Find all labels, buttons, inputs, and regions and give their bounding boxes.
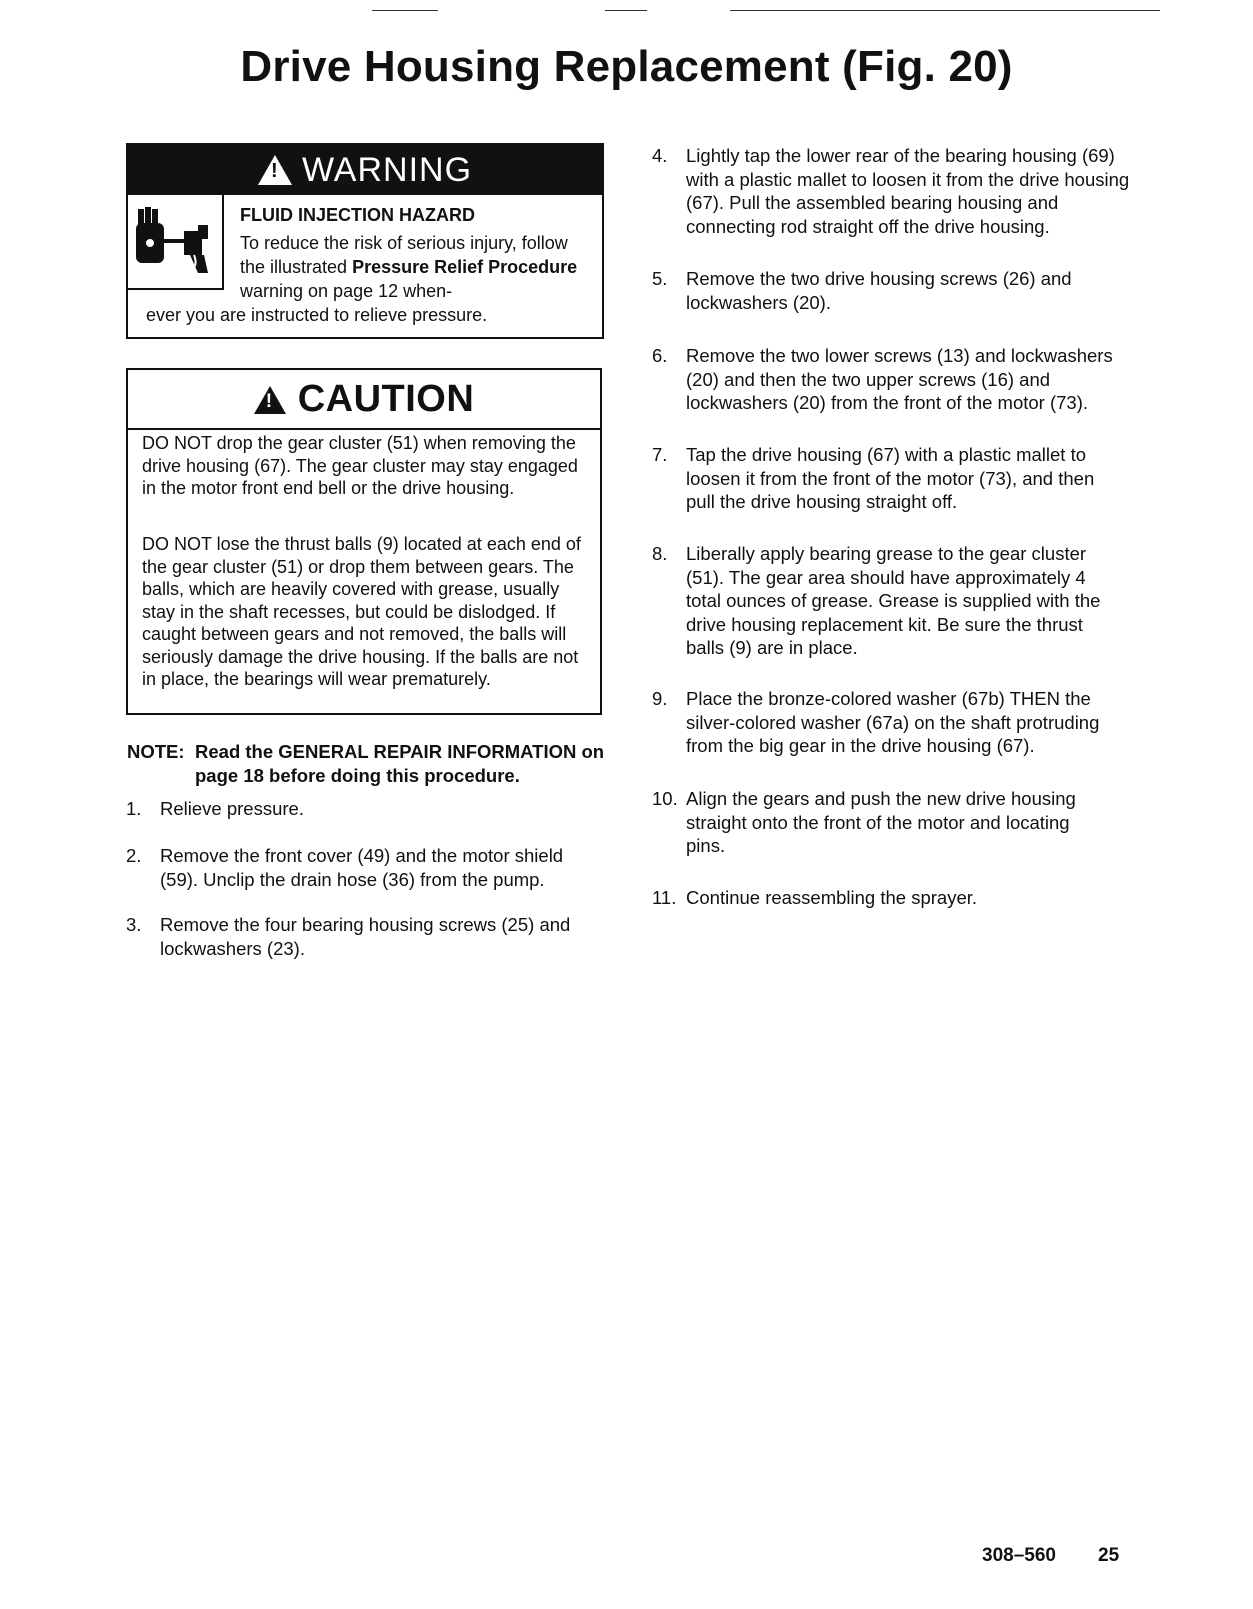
top-rule	[730, 10, 1160, 11]
step-number: 3.	[126, 914, 142, 935]
step-text: Relieve pressure.	[160, 798, 304, 819]
top-rule	[372, 10, 438, 11]
step-number: 8.	[652, 543, 668, 564]
step-number: 6.	[652, 345, 668, 366]
step-text: Remove the four bearing housing screws (25) and lockwashers (23).	[160, 914, 571, 959]
step-text: Place the bronze-colored washer (67b) THEN the silver-colored washer (67a) on the shaft protruding from the big gear in the drive housing (67).	[686, 688, 1100, 756]
step-text: Liberally apply bearing grease to the gear cluster (51). The gear area should have approximately 4 total ounces of grease. Grease is supplied with the drive housing replacement kit. Be sure the thrust balls (9) are in place.	[686, 543, 1101, 658]
caution-paragraph-2: DO NOT lose the thrust balls (9) located at each end of the gear cluster (51) or drop them between gears. The balls, which are heavily covered with grease, usually stay in the shaft recesses, but could be dislodged. If caught between gears and not removed, the balls will seriously damage the drive housing. If the balls are not in place, the bearings will wear prematurely.	[142, 534, 581, 689]
step-number: 1.	[126, 798, 142, 819]
fluid-injection-hand-icon-frame	[128, 195, 224, 290]
step-number: 10.	[652, 788, 678, 809]
step-text: Remove the two lower screws (13) and lockwashers (20) and then the two upper screws (16) and lockwashers (20) from the front of the motor (73).	[686, 345, 1113, 413]
page-title: Drive Housing Replacement (Fig. 20)	[240, 42, 1013, 91]
step-number: 7.	[652, 444, 668, 465]
warning-text-bold: Pressure Relief Procedure	[352, 257, 578, 277]
step-text: Remove the two drive housing screws (26) and lockwashers (20).	[686, 268, 1072, 313]
step-number: 5.	[652, 268, 668, 289]
hazard-title: FLUID INJECTION HAZARD	[240, 205, 475, 225]
warning-text	[240, 231, 590, 303]
top-rule	[605, 10, 647, 11]
document-number: 308–560	[982, 1545, 1056, 1566]
step-text: Continue reassembling the sprayer.	[686, 887, 978, 908]
caution-label: CAUTION	[297, 378, 475, 420]
step-text: Tap the drive housing (67) with a plastic mallet to loosen it from the front of the motor (73), and then pull the drive housing straight off.	[686, 444, 1095, 512]
step-number: 2.	[126, 845, 142, 866]
caution-triangle-icon	[254, 386, 286, 414]
caution-box	[126, 368, 602, 715]
caution-header	[128, 378, 600, 421]
step-text: Lightly tap the lower rear of the bearing housing (69) with a plastic mallet to loosen it from the drive housing (67). Pull the assembled bearing housing and connecting rod straight off the drive housing.	[686, 145, 1130, 237]
warning-text-1: To reduce the risk of serious injury, follow the illustrated	[240, 233, 568, 277]
step-text: Remove the front cover (49) and the motor shield (59). Unclip the drain hose (36) from the pump.	[160, 845, 564, 890]
step-number: 9.	[652, 688, 668, 709]
warning-box	[126, 143, 604, 339]
warning-text-2: warning on page 12 when-	[240, 281, 453, 301]
warning-triangle-icon	[258, 155, 292, 185]
step-text: Align the gears and push the new drive housing straight onto the front of the motor and locating pins.	[686, 788, 1076, 856]
fluid-injection-hand-icon	[128, 195, 220, 287]
step-number: 4.	[652, 145, 668, 166]
caution-paragraph-1: DO NOT drop the gear cluster (51) when removing the drive housing (67). The gear cluster may stay engaged in the motor front end bell or the drive housing.	[142, 433, 578, 498]
note-label: NOTE:	[127, 741, 185, 762]
warning-label: WARNING	[301, 150, 473, 189]
note-text: Read the GENERAL REPAIR INFORMATION on page 18 before doing this procedure.	[195, 741, 605, 786]
page-number: 25	[1098, 1545, 1120, 1566]
warning-text-last: ever you are instructed to relieve pressure.	[146, 305, 488, 325]
warning-header	[128, 145, 602, 195]
caution-divider	[128, 428, 600, 430]
step-number: 11.	[652, 887, 677, 908]
